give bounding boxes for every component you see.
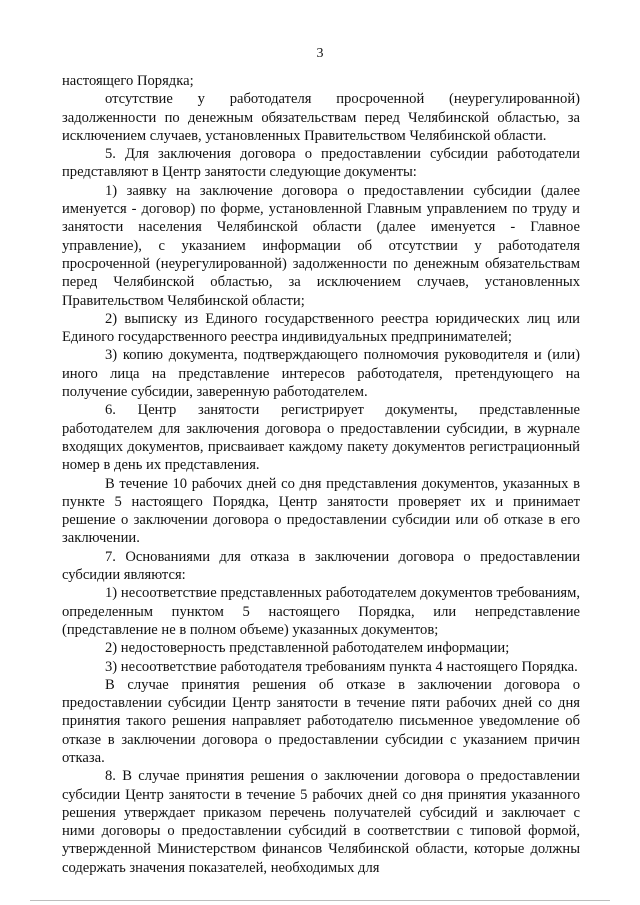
paragraph: 6. Центр занятости регистрирует документы, представленные работодателем для заключения договора о предоставлении субсидии, в журнале входящих документов, присваивает каждому пакету документов регистрационный номер в день их представления. [62, 402, 580, 474]
paragraph: В случае принятия решения об отказе в заключении договора о предоставлении субсидии Центр занятости в течение пяти рабочих дней со дня принятия такого решения направляет работодателю письменное уведомление об отказе в заключении договора о предоставлении субсидии с указанием причин отказа. [62, 676, 580, 766]
document-body [62, 72, 580, 877]
paragraph: 8. В случае принятия решения о заключении договора о предоставлении субсидии Центр занятости в течение 5 рабочих дней со дня принятия указанного решения утверждает приказом перечень получателей субсидий и заключает с ними договоры о предоставлении субсидий в соответствии с типовой формой, утвержденной Министерством финансов Челябинской области, которые должны содержать значения показателей, необходимых для [62, 768, 580, 876]
paragraph: 1) несоответствие представленных работодателем документов требованиям, определенным пунктом 5 настоящего Порядка, или непредставление (представление не в полном объеме) указанных документов; [62, 585, 580, 638]
paragraph: 1) заявку на заключение договора о предоставлении субсидии (далее именуется - договор) по форме, установленной Главным управлением по труду и занятости населения Челябинской области (далее именуется - Главное управление), с указанием информации об отсутствии у работодателя просроченной (неурегулированной) задолженности по денежным обязательствам перед Челябинской областью, за исключением случаев, установленных Правительством Челябинской области; [62, 182, 580, 309]
paragraph: 5. Для заключения договора о предоставлении субсидии работодатели представляют в Центр занятости следующие документы: [62, 146, 580, 181]
paragraph: настоящего Порядка; [62, 73, 194, 89]
paragraph: В течение 10 рабочих дней со дня представления документов, указанных в пункте 5 настоящего Порядка, Центр занятости проверяет их и принимает решение о заключении договора о предоставлении субсидии или об отказе в его заключении. [62, 475, 580, 547]
scan-edge-line [30, 900, 610, 901]
paragraph: 7. Основаниями для отказа в заключении договора о предоставлении субсидии являются: [62, 548, 580, 584]
paragraph: отсутствие у работодателя просроченной (неурегулированной) задолженности по денежным обязательствам перед Челябинской областью, за исключением случаев, установленных Правительством Челябинской области. [62, 91, 580, 144]
paragraph: 2) выписку из Единого государственного реестра юридических лиц или Единого государственного реестра индивидуальных предпринимателей; [62, 310, 580, 346]
page-number: 3 [316, 46, 324, 61]
paragraph: 3) копию документа, подтверждающего полномочия руководителя и (или) иного лица на представление интересов работодателя, претендующего на получение субсидии, заверенную работодателем. [62, 347, 580, 401]
paragraph: 2) недостоверность представленной работодателем информации; [105, 640, 510, 657]
paragraph: 3) несоответствие работодателя требованиям пункта 4 настоящего Порядка. [105, 658, 578, 675]
